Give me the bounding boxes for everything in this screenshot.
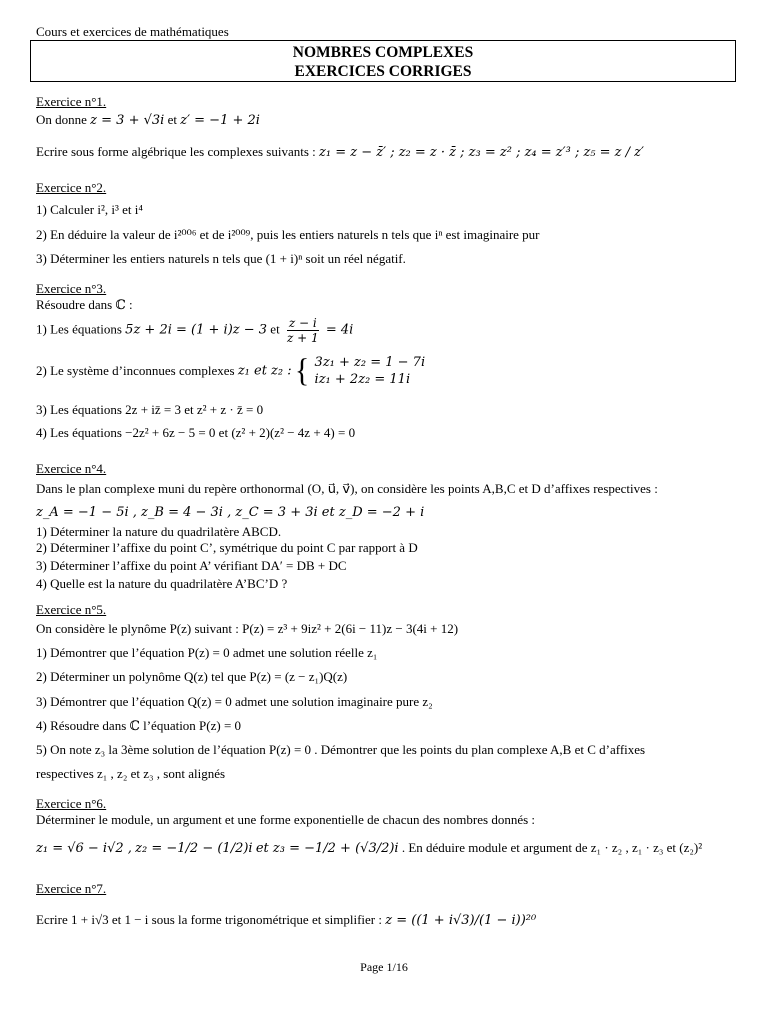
z-definition: z = 3 + √3i bbox=[90, 113, 165, 128]
complex-list: z₁ = z − z̄′ ; z₂ = z · z̄ ; z₃ = z² ; z₄ = z′³ ; z₅ = z / z′ bbox=[319, 145, 644, 160]
exercise-5-question-5-cont: respectives z₁ , z₂ et z₃ , sont alignés bbox=[36, 766, 226, 781]
exercise-2-question-3: 3) Déterminer les entiers naturels n tels que (1 + i)ⁿ soit un réel négatif. bbox=[36, 251, 406, 266]
exercise-7-title: Exercice n°7. bbox=[36, 881, 107, 896]
exercise-1-instruction: Ecrire sous forme algébrique les complexes suivants : z₁ = z − z̄′ ; z₂ = z · z̄ ; z₃ = z² ; z₄ = z′³ ; z₅ = z / z′ bbox=[36, 144, 644, 160]
exercise-3-question-2: 2) Le système d’inconnues complexes z₁ et z₂ : { 3z₁ + z₂ = 1 − 7i iz₁ + 2z₂ = 11i bbox=[36, 352, 426, 389]
course-header: Cours et exercices de mathématiques bbox=[36, 24, 229, 39]
exercise-6-numbers: z₁ = √6 − i√2 , z₂ = −1/2 − (1/2)i et z₃ = −1/2 + (√3/2)i . En déduire module et argument de z₁ · z₂ , z₁ · z₃ et (z₂)² bbox=[36, 840, 703, 856]
exercise-3-intro: Résoudre dans ℂ : bbox=[36, 297, 133, 312]
brace-icon: { bbox=[294, 352, 310, 389]
title-box bbox=[30, 40, 736, 82]
exercise-4-question-1: 1) Déterminer la nature du quadrilatère ABCD. bbox=[36, 524, 282, 539]
exercise-5-question-2: 2) Déterminer un polynôme Q(z) tel que P(z) = (z − z₁)Q(z) bbox=[36, 669, 348, 684]
exercise-5-question-5: 5) On note z₃ la 3ème solution de l’équation P(z) = 0 . Démontrer que les points du plan complexe A,B et C d’affixes bbox=[36, 742, 646, 757]
exercise-5-question-4: 4) Résoudre dans ℂ l’équation P(z) = 0 bbox=[36, 718, 242, 733]
exercise-7-statement: Ecrire 1 + i√3 et 1 − i sous la forme trigonométrique et simplifier : z = ((1 + i√3)/(1 − i))²⁰ bbox=[36, 912, 537, 928]
exercise-5-question-3: 3) Démontrer que l’équation Q(z) = 0 admet une solution imaginaire pure z₂ bbox=[36, 694, 433, 709]
exercise-5-question-1: 1) Démontrer que l’équation P(z) = 0 admet une solution réelle z₁ bbox=[36, 645, 378, 660]
exercise-1-given: On donne z = 3 + √3i et z′ = −1 + 2i bbox=[36, 112, 260, 128]
exercise-4-question-4: 4) Quelle est la nature du quadrilatère A’BC’D ? bbox=[36, 576, 288, 591]
exercise-5-intro: On considère le plynôme P(z) suivant : P(z) = z³ + 9iz² + 2(6i − 11)z − 3(4i + 12) bbox=[36, 621, 459, 636]
page-number: Page 1/16 bbox=[360, 960, 408, 974]
fraction: $\frac{z - i}{z + 1}$ bbox=[286, 316, 319, 345]
exercise-5-title: Exercice n°5. bbox=[36, 602, 107, 617]
exercise-2-question-2: 2) En déduire la valeur de i²⁰⁰⁶ et de i²⁰⁰⁹, puis les entiers naturels n tels que iⁿ est imaginaire pur bbox=[36, 227, 540, 242]
exercise-4-question-3: 3) Déterminer l’affixe du point A’ vérifiant DA′ = DB + DC bbox=[36, 558, 347, 573]
exercise-6-intro: Déterminer le module, un argument et une forme exponentielle de chacun des nombres donnés : bbox=[36, 812, 536, 827]
exercise-1-title: Exercice n°1. bbox=[36, 94, 107, 109]
title-line-2: EXERCICES CORRIGES bbox=[294, 63, 472, 80]
equation-system: 3z₁ + z₂ = 1 − 7i iz₁ + 2z₂ = 11i bbox=[314, 355, 426, 387]
exercise-2-question-1: 1) Calculer i², i³ et i⁴ bbox=[36, 202, 143, 217]
exercise-2-title: Exercice n°2. bbox=[36, 180, 107, 195]
exercise-4-affixes: z_A = −1 − 5i , z_B = 4 − 3i , z_C = 3 + 3i et z_D = −2 + i bbox=[36, 505, 425, 520]
exercise-7-expression: z = ((1 + i√3)/(1 − i))²⁰ bbox=[385, 913, 537, 928]
title-line-1: NOMBRES COMPLEXES bbox=[292, 44, 474, 61]
exercise-3-question-4: 4) Les équations −2z² + 6z − 5 = 0 et (z² + 2)(z² − 4z + 4) = 0 bbox=[36, 425, 356, 440]
exercise-4-intro: Dans le plan complexe muni du repère orthonormal (O, u⃗, v⃗), on considère les points A,B,C et D d’affixes respectives : bbox=[36, 481, 658, 496]
exercise-6-title: Exercice n°6. bbox=[36, 796, 107, 811]
exercise-3-question-1: 1) Les équations 5z + 2i = (1 + i)z − 3 et $\frac{z - i}{z + 1}$ = 4i bbox=[36, 316, 354, 345]
exercise-3-question-3: 3) Les équations 2z + iz̄ = 3 et z² + z · z̄ = 0 bbox=[36, 402, 264, 417]
exercise-4-question-2: 2) Déterminer l’affixe du point C’, symétrique du point C par rapport à D bbox=[36, 540, 418, 555]
exercise-4-title: Exercice n°4. bbox=[36, 461, 107, 476]
zprime-definition: z′ = −1 + 2i bbox=[180, 113, 260, 128]
exercise-3-title: Exercice n°3. bbox=[36, 281, 107, 296]
